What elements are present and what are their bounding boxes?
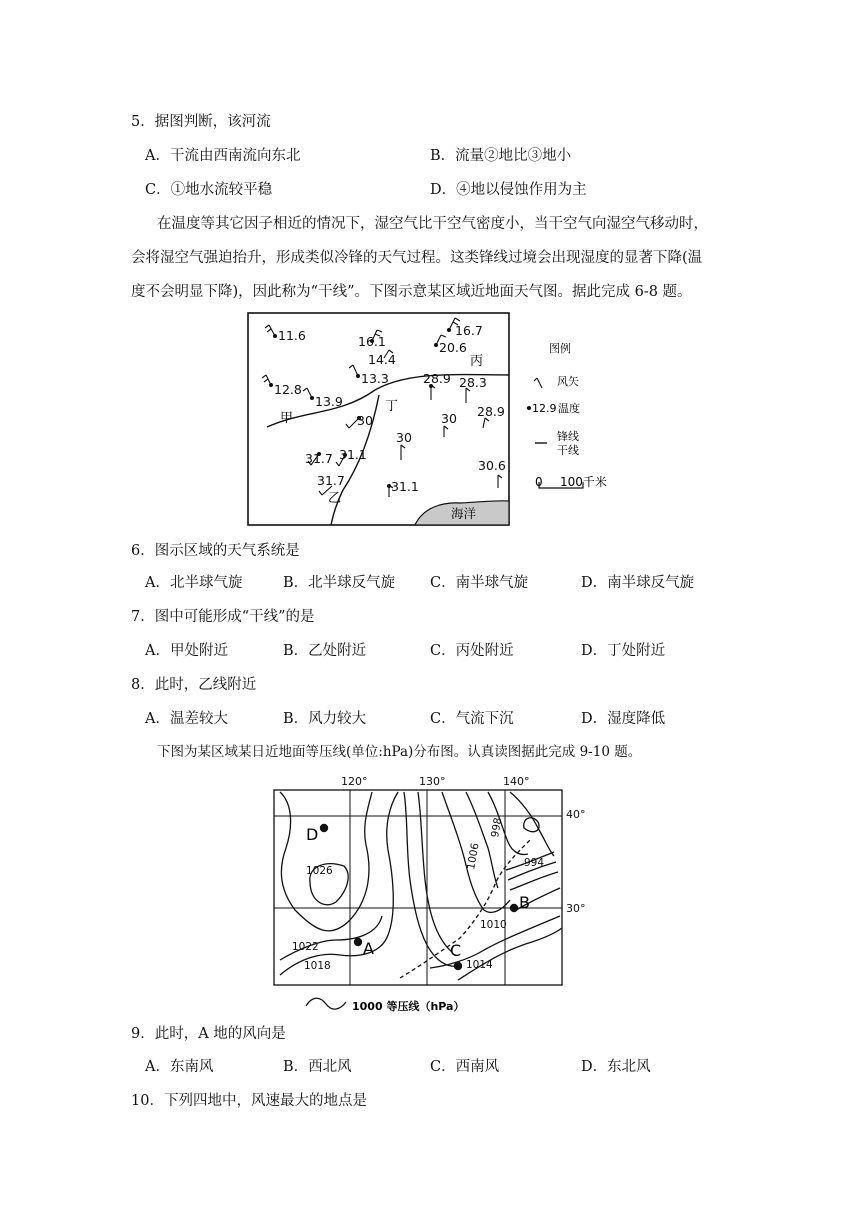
- isobar-label: 998: [489, 816, 505, 839]
- q7-option-b: B．乙处附近: [283, 643, 367, 659]
- q5-option-c: C．①地水流较平稳: [145, 182, 273, 198]
- lat-label: 40°: [566, 808, 586, 821]
- q9-option-b: B．西北风: [283, 1059, 352, 1075]
- temp-label: 28.9: [423, 371, 451, 386]
- temp-label: 31.7: [305, 451, 333, 466]
- point-b-dot: [510, 904, 518, 912]
- legend-temp-sample: 12.9: [532, 402, 557, 415]
- point-a-dot: [354, 938, 362, 946]
- legend-wind-icon: [534, 378, 542, 388]
- label-bing: 丙: [470, 354, 484, 369]
- point-d-label: D: [306, 825, 319, 844]
- q7-option-a: A．甲处附近: [145, 643, 228, 659]
- q6-option-c: C．南半球气旋: [430, 575, 529, 591]
- q5-option-a: A．干流由西南流向东北: [145, 148, 301, 164]
- isobar-label: 1006: [465, 842, 482, 871]
- q10-stem: 10．下列四地中，风速最大的地点是: [131, 1093, 367, 1109]
- q6-stem: 6．图示区域的天气系统是: [131, 543, 300, 559]
- temp-label: 30: [396, 430, 412, 445]
- passage2: 下图为某区域某日近地面等压线(单位:hPa)分布图。认真读图据此完成 9-10 题。: [157, 744, 642, 760]
- temp-label: 31.1: [391, 479, 419, 494]
- legend-temp: 温度: [558, 402, 580, 415]
- legend-dot-icon: [527, 406, 531, 410]
- label-jia: 甲: [280, 411, 294, 426]
- legend-dryline: 干线: [557, 444, 579, 457]
- weather-map: [245, 310, 645, 530]
- isobar-label: 1010: [480, 919, 507, 931]
- isobar-label: 1018: [304, 960, 331, 972]
- q8-option-d: D．湿度降低: [581, 711, 666, 727]
- q6-option-d: D．南半球反气旋: [581, 575, 695, 591]
- temp-label: 31.1: [339, 447, 367, 462]
- point-c-label: C: [450, 941, 462, 960]
- map1-legend: [527, 341, 607, 489]
- q7-stem: 7．图中可能形成“干线”的是: [131, 609, 315, 625]
- label-ding: 丁: [385, 399, 399, 414]
- temp-label: 30.6: [478, 458, 506, 473]
- q7-option-d: D．丁处附近: [581, 643, 666, 659]
- station-dots: [269, 328, 451, 488]
- lon-label: 120°: [341, 775, 368, 788]
- q9-option-d: D．东北风: [581, 1059, 651, 1075]
- q9-option-a: A．东南风: [145, 1059, 214, 1075]
- point-c-dot: [454, 962, 462, 970]
- temp-label: 28.9: [477, 404, 505, 419]
- isobar-label: 1026: [306, 865, 333, 877]
- temp-label: 31.7: [317, 473, 345, 488]
- q9-stem: 9．此时，A 地的风向是: [131, 1026, 286, 1042]
- isobar-map: [270, 770, 600, 1015]
- legend-wind: 风矢: [557, 375, 579, 388]
- q5-stem: 5．据图判断，该河流: [131, 114, 271, 130]
- q6-option-a: A．北半球气旋: [145, 575, 243, 591]
- isobars: [280, 792, 562, 980]
- q8-stem: 8．此时，乙线附近: [131, 677, 257, 693]
- label-yi: 乙: [328, 491, 342, 506]
- q5-option-d: D．④地以侵蚀作用为主: [430, 182, 587, 198]
- temp-label: 16.1: [358, 334, 386, 349]
- q5-option-b: B．流量②地比③地小: [430, 148, 572, 164]
- ocean-label: 海洋: [451, 506, 477, 521]
- q9-option-c: C．西南风: [430, 1059, 500, 1075]
- lon-label: 140°: [503, 775, 530, 788]
- point-d-dot: [320, 824, 328, 832]
- temp-label: 30: [357, 413, 373, 428]
- isobar-legend-icon: [306, 998, 346, 1009]
- q6-option-b: B．北半球反气旋: [283, 575, 396, 591]
- legend-title: 图例: [549, 342, 571, 355]
- temp-label: 28.3: [459, 375, 487, 390]
- q8-option-b: B．风力较大: [283, 711, 367, 727]
- passage1-line-2: 会将湿空气强迫抬升，形成类似冷锋的天气过程。这类锋线过境会出现湿度的显著下降(温: [131, 250, 703, 266]
- temp-label: 14.4: [368, 352, 396, 367]
- legend-front: 锋线: [557, 430, 579, 443]
- isobar-label: 1014: [466, 959, 493, 971]
- isobar-label: 994: [524, 857, 545, 869]
- point-a-label: A: [363, 939, 374, 958]
- scale-label: 100千米: [560, 475, 607, 489]
- temp-label: 12.8: [274, 382, 302, 397]
- passage1-line-1: 在温度等其它因子相近的情况下，湿空气比干空气密度小，当干空气向湿空气移动时，: [157, 216, 708, 232]
- temp-label: 11.6: [278, 328, 306, 343]
- isobar-label: 1022: [292, 941, 319, 953]
- q8-option-c: C．气流下沉: [430, 711, 514, 727]
- passage1-line-3: 度不会明显下降)，因此称为“干线”。下图示意某区域近地面天气图。据此完成 6-8 题。: [131, 284, 692, 300]
- temp-label: 16.7: [455, 323, 483, 338]
- temp-label: 13.9: [315, 394, 343, 409]
- isobar-legend: 1000 等压线（hPa）: [352, 1000, 465, 1013]
- temp-label: 30: [441, 411, 457, 426]
- q7-option-c: C．丙处附近: [430, 643, 514, 659]
- scale-zero: 0: [535, 475, 543, 489]
- point-b-label: B: [519, 893, 530, 912]
- lon-label: 130°: [419, 775, 446, 788]
- temp-label: 13.3: [361, 371, 389, 386]
- q8-option-a: A．温差较大: [145, 711, 228, 727]
- temp-label: 20.6: [439, 340, 467, 355]
- lat-label: 30°: [566, 902, 586, 915]
